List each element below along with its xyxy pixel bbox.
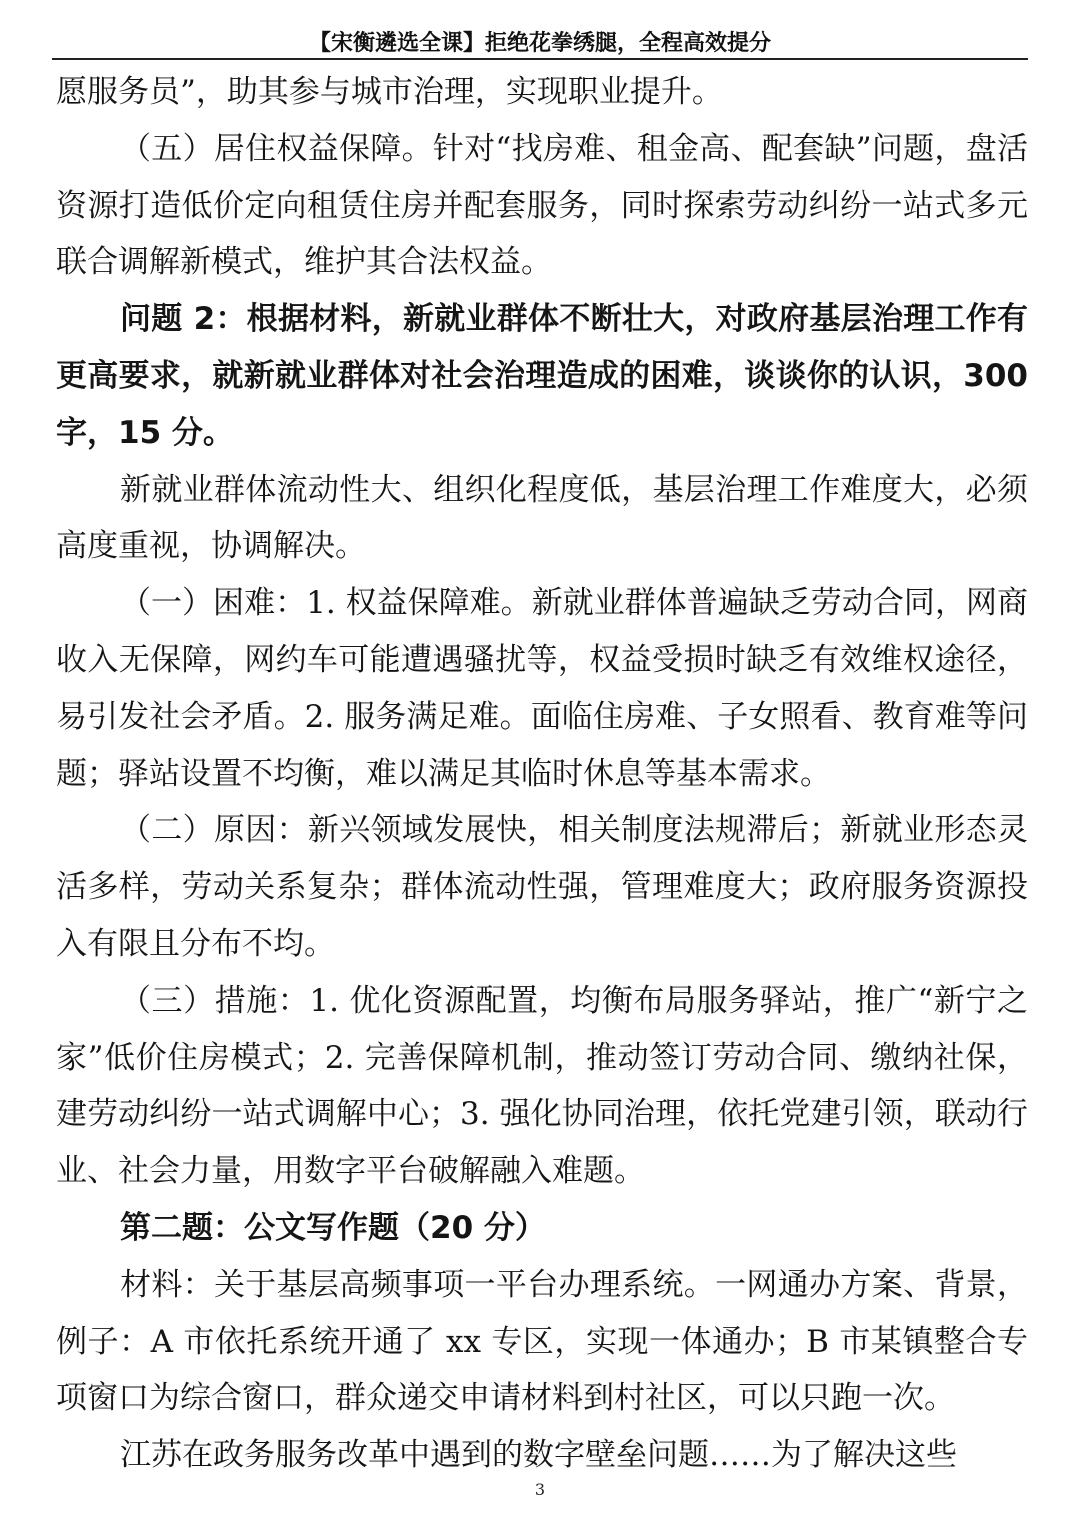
header-divider bbox=[52, 58, 1028, 60]
paragraph-housing-rights: （五）居住权益保障。针对“找房难、租金高、配套缺”问题，盘活资源打造低价定向租赁住房并配套服务，同时探索劳动纠纷一站式多元联合调解新模式，维护其合法权益。 bbox=[56, 130, 1028, 281]
paragraph-difficulties: （一）困难：1. 权益保障难。新就业群体普遍缺乏劳动合同，网商收入无保障，网约车可能遭遇骚扰等，权益受损时缺乏有效维权途径，易引发社会矛盾。2. 服务满足难。面临住房难、子女照看、教育难等问题；驿站设置不均衡，难以满足其临时休息等基本需求。 bbox=[56, 585, 1028, 792]
section-2-heading: 第二题：公文写作题（20 分） bbox=[120, 1209, 546, 1246]
paragraph-intro: 新就业群体流动性大、组织化程度低，基层治理工作难度大，必须高度重视，协调解决。 bbox=[56, 471, 1028, 565]
page-number: 3 bbox=[534, 1480, 546, 1499]
paragraph-material: 材料：关于基层高频事项一平台办理系统。一网通办方案、背景，例子：A 市依托系统开通了 xx 专区，实现一体通办；B 市某镇整合专项窗口为综合窗口，群众递交申请材料到村社区，可以只跑一次。 bbox=[56, 1266, 1028, 1417]
header-title: 【宋衡遴选全课】拒绝花拳绣腿，全程高效提分 bbox=[308, 31, 771, 56]
paragraph-measures: （三）措施：1. 优化资源配置，均衡布局服务驿站，推广“新宁之家”低价住房模式；2. 完善保障机制，推动签订劳动合同、缴纳社保，建劳动纠纷一站式调解中心；3. 强化协同治理，依托党建引领，联动行业、社会力量，用数字平台破解融入难题。 bbox=[56, 982, 1028, 1190]
question-2-heading: 问题 2：根据材料，新就业群体不断壮大，对政府基层治理工作有更高要求，就新就业群体对社会治理造成的困难，谈谈你的认识，300 字，15 分。 bbox=[56, 301, 1028, 451]
paragraph-causes: （二）原因：新兴领域发展快，相关制度法规滞后；新就业形态灵活多样，劳动关系复杂；群体流动性强，管理难度大；政府服务资源投入有限且分布不均。 bbox=[56, 812, 1028, 962]
document-body bbox=[56, 64, 1028, 1484]
page-header bbox=[0, 0, 1080, 64]
paragraph-continuation: 愿服务员”，助其参与城市治理，实现职业提升。 bbox=[56, 74, 723, 110]
paragraph-jiangsu: 江苏在政务服务改革中遇到的数字壁垒问题……为了解决这些 bbox=[120, 1437, 957, 1474]
